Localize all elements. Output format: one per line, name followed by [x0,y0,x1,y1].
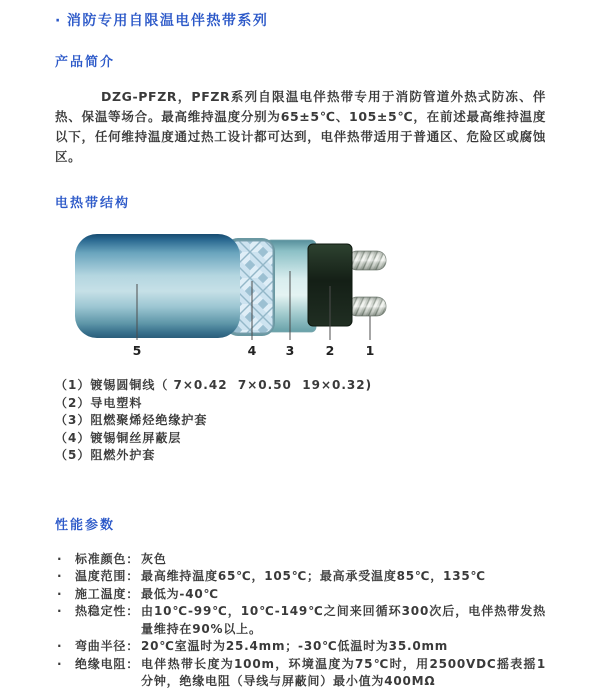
legend-item-1: （1）镀锡圆铜线（ 7×0.42 7×0.50 19×0.32) [55,378,373,392]
legend-item-3: （3）阻燃聚烯烃绝缘护套 [55,413,208,427]
perf-item-thermal-stability [55,603,546,638]
perf-item-text: 20℃室温时为25.4mm；-30℃低温时为35.0mm [141,639,449,653]
perf-item-label: 弯曲半径： [75,639,140,653]
intro-paragraph: DZG-PFZR，PFZR系列自限温电伴热带专用于消防管道外热式防冻、伴热、保温等场合。最高维持温度分别为65±5℃、105±5℃，在前述最高维持温度以下，任何维持温度通过热工设计都可达到，电伴热带适用于普通区、危险区或腐蚀区。 [55,89,546,164]
cable-outer-jacket [75,234,240,338]
perf-item-text: 最低为-40℃ [141,586,219,601]
layer-number-label-2: 2 [325,343,335,358]
section-heading-performance: 性能参数 [55,517,116,533]
perf-item-label: 施工温度： [75,586,140,601]
perf-item-text: 电伴热带长度为100m，环境温度为75℃时，用2500VDC摇表摇1分钟，绝缘电阻（导线与屏蔽间）最小值为400MΩ [141,656,546,688]
section-heading-product-intro: 产品简介 [55,55,116,70]
perf-item-installation-temp [55,586,546,604]
structure-legend [55,377,546,465]
cable-copper-wire-top [348,251,386,270]
layer-number-label-1: 1 [365,343,375,358]
perf-item-text: 最高维持温度65℃，105℃；最高承受温度85℃，135℃ [141,569,486,583]
bullet-icon: · [57,569,63,583]
cable-structure-diagram-wrap [68,226,546,365]
perf-item-text: 灰色 [141,551,167,566]
perf-item-insulation-resistance [55,656,546,691]
section-heading-cable-structure: 电热带结构 [55,196,131,211]
layer-number-label-3: 3 [285,343,295,358]
bullet-icon: · [57,656,63,671]
legend-item-4: （4）镀锡铜丝屏蔽层 [55,430,182,445]
cable-copper-wire-bottom [348,297,386,316]
title-bullet-icon: · [55,13,62,29]
perf-item-label: 标准颜色： [75,551,140,566]
perf-item-bend-radius [55,638,546,656]
perf-item-text: 由10℃-99℃，10℃-149℃之间来回循环300次后，电伴热带发热量维持在90%以上。 [141,604,546,636]
bullet-icon: · [57,586,63,601]
performance-list [55,551,546,691]
legend-item-2: （2）导电塑料 [55,395,143,410]
perf-item-temperature-range [55,568,546,586]
layer-number-label-4: 4 [247,343,257,358]
bullet-icon: · [57,639,63,653]
perf-item-label: 热稳定性： [75,604,140,618]
page-title-text: 消防专用自限温电伴热带系列 [66,13,269,29]
perf-item-standard-color [55,551,546,569]
bullet-icon: · [57,551,63,566]
cable-structure-diagram [68,226,408,361]
page-title [55,12,546,30]
perf-item-label: 温度范围： [75,569,140,583]
perf-item-label: 绝缘电阻： [75,656,140,671]
layer-number-label-5: 5 [132,343,142,358]
bullet-icon: · [57,604,63,618]
legend-item-5: （5）阻燃外护套 [55,448,156,462]
